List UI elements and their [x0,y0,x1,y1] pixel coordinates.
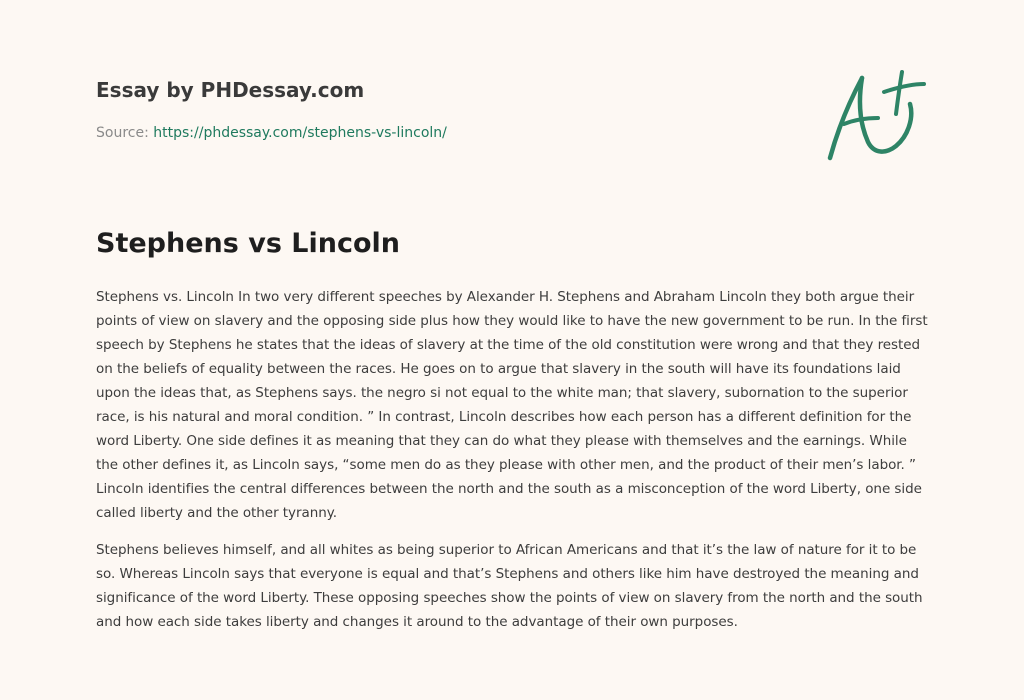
essay-body [96,285,928,647]
site-title: Essay by PHDessay.com [96,78,365,102]
essay-paragraph: Stephens vs. Lincoln In two very different speeches by Alexander H. Stephens and Abraham Lincoln they both argue their points of view on slavery and the opposing side plus how they would like to have the new government to be run. In the first speech by Stephens he states that the ideas of slavery at the time of the old constitution were wrong and that they rested on the beliefs of equality between the races. He goes on to argue that slavery in the south will have its foundations laid upon the ideas that, as Stephens says. the negro si not equal to the white man; that slavery, subornation to the superior race, is his natural and moral condition. ” In contrast, Lincoln describes how each person has a different definition for the word Liberty. One side defines it as meaning that they can do what they please with themselves and the earnings. While the other defines it, as Lincoln says, “some men do as they please with other men, and the product of their men’s labor. ” Lincoln identifies the central differences between the north and the south as a misconception of the word Liberty, one side called liberty and the other tyranny. [96,289,928,521]
source-label: Source: [96,125,154,141]
essay-paragraph: Stephens believes himself, and all whites as being superior to African Americans and that it’s the law of nature for it to be so. Whereas Lincoln says that everyone is equal and that’s Stephens and others like him have destroyed the meaning and significance of the word Liberty. These opposing speeches show the points of view on slavery from the north and the south and how each side takes liberty and changes it around to the advantage of their own purposes. [96,542,923,630]
source-line [96,124,447,142]
essay-page [96,0,928,700]
essay-title: Stephens vs Lincoln [96,228,401,259]
page-header [96,0,928,170]
a-plus-grade-icon [824,68,928,164]
source-link[interactable]: https://phdessay.com/stephens-vs-lincoln/ [153,125,447,141]
